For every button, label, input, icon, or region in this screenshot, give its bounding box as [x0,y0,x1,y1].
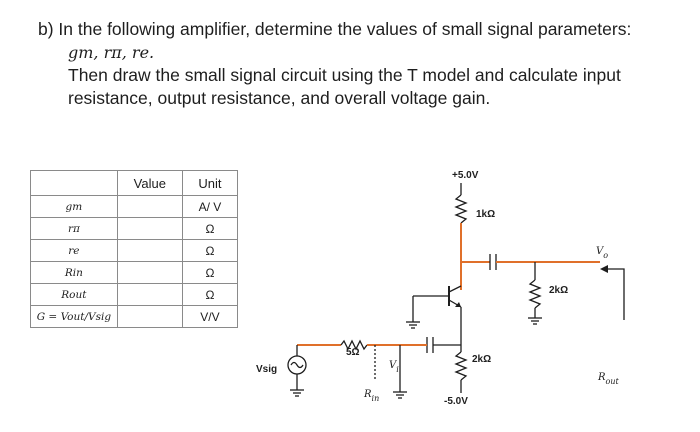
row-symbol: rπ [31,218,118,240]
row-unit: Ω [182,240,237,262]
rout-label: $R_{out}$ [598,372,619,386]
rc-label: 1kΩ [476,209,496,220]
rl-label: 2kΩ [549,285,569,296]
rout-arrowhead [600,265,608,273]
re-label: 2kΩ [472,354,492,365]
question-line-4: resistance, output resistance, and overall voltage gain. [68,88,491,108]
row-symbol: gm [31,196,118,218]
row-unit: V/V [182,306,237,328]
row-symbol: Rout [31,284,118,306]
row-unit: Ω [182,284,237,306]
vee-label: -5.0V [444,396,468,407]
re-resistor [456,352,466,380]
vi-label: $V_i$ [389,360,399,374]
rl-resistor [530,280,540,308]
header-cell-value: Value [117,171,182,196]
sine-icon [291,363,303,368]
bjt-collector-lead [449,286,461,292]
row-symbol: G = Vout/Vsig [31,306,118,328]
row-symbol: re [31,240,118,262]
row-symbol: Rin [31,262,118,284]
question-params: gm, rπ, re. [68,43,155,62]
row-unit: Ω [182,218,237,240]
row-unit: Ω [182,262,237,284]
rc-resistor [456,195,466,223]
header-cell-unit: Unit [182,171,237,196]
question-line-1: b) In the following amplifier, determine the values of small signal parameters: [38,19,632,39]
row-unit: A/ V [182,196,237,218]
rsig-label: 5Ω [346,347,360,358]
question-line-3: Then draw the small signal circuit using the T model and calculate input [68,65,621,85]
rin-label: $R_{in}$ [364,389,380,403]
vo-label: $V_o$ [596,246,609,260]
vcc-label: +5.0V [452,170,479,181]
rout-arrow-line [608,269,624,320]
vsig-label: Vsig [256,364,278,375]
